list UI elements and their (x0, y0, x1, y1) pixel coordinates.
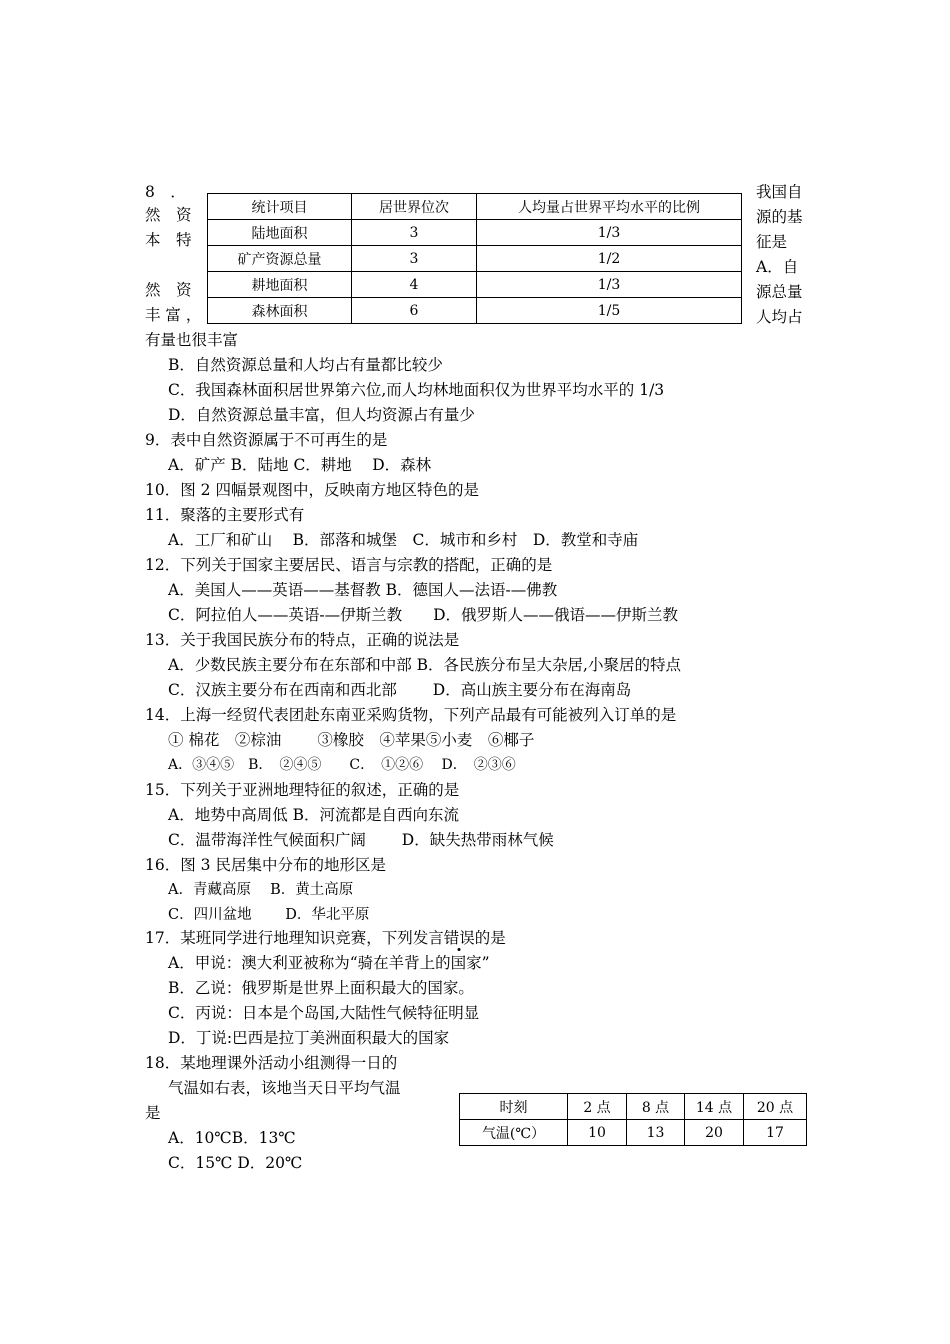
q18-options-cd: C．15℃ D．20℃ (168, 1154, 303, 1172)
table-cell: 17 (744, 1120, 807, 1146)
q13-options-cd: C．汉族主要分布在西南和西北部 D．高山族主要分布在海南岛 (168, 681, 632, 699)
q16-options-ab: A．青藏高原 B．黄土高原 (168, 882, 354, 898)
table-cell: 耕地面积 (208, 272, 352, 298)
table-cell: 10 (568, 1120, 627, 1146)
q8-left-line: 然 资 (145, 206, 192, 224)
table-row (208, 298, 742, 324)
q14-stem: 14．上海一经贸代表团赴东南亚采购货物，下列产品最有可能被列入订单的是 (145, 706, 677, 724)
table-cell: 6 (352, 298, 477, 324)
q8-right-text (756, 180, 816, 330)
q16-options-cd: C．四川盆地 D．华北平原 (168, 907, 370, 923)
table-header-row (208, 194, 742, 220)
q17-stem-prefix: 17．某班同学进行地理知识竞赛，下列发言 (145, 929, 444, 947)
q9-stem: 9．表中自然资源属于不可再生的是 (145, 431, 388, 449)
q17-option-d: D．丁说:巴西是拉丁美洲面积最大的国家 (168, 1029, 450, 1047)
table-cell: 矿产资源总量 (208, 246, 352, 272)
q8-option-d: D．自然资源总量丰富，但人均资源占有量少 (168, 406, 475, 424)
q8-option-c: C．我国森林面积居世界第六位,而人均林地面积仅为世界平均水平的 1/3 (168, 381, 665, 399)
table-cell: 1/5 (477, 298, 742, 324)
q17-option-c: C．丙说：日本是个岛国,大陆性气候特征明显 (168, 1004, 480, 1022)
q8-number: 8 ． (145, 183, 186, 201)
q17-stem-emphasis: 错误 (443, 929, 475, 947)
q18-stem-line3: 是 (145, 1104, 161, 1122)
q12-options-ab: A．美国人——英语——基督教 B．德国人—法语-—佛教 (168, 581, 558, 599)
q18-stem-line1: 18．某地理课外活动小组测得一日的 (145, 1054, 398, 1072)
q12-stem: 12．下列关于国家主要居民、语言与宗教的搭配，正确的是 (145, 556, 553, 574)
q15-options-cd: C．温带海洋性气候面积广阔 D．缺失热带雨林气候 (168, 831, 554, 849)
table-row (208, 220, 742, 246)
table-row (208, 272, 742, 298)
table-cell: 4 (352, 272, 477, 298)
q8-option-b: B．自然资源总量和人均占有量都比较少 (168, 356, 443, 374)
q17-stem (145, 928, 506, 948)
q10-stem: 10．图 2 四幅景观图中，反映南方地区特色的是 (145, 481, 479, 499)
table-cell: 1/3 (477, 220, 742, 246)
table-header-cell: 8 点 (627, 1094, 685, 1120)
table-header-cell: 时刻 (460, 1094, 568, 1120)
q11-stem: 11．聚落的主要形式有 (145, 506, 305, 524)
q14-items: ① 棉花 ②棕油 ③橡胶 ④苹果⑤小麦 ⑥椰子 (168, 731, 535, 749)
q12-options-cd: C．阿拉伯人——英语-—伊斯兰教 D．俄罗斯人——俄语——伊斯兰教 (168, 606, 679, 624)
q15-options-ab: A．地势中高周低 B．河流都是自西向东流 (168, 806, 460, 824)
q13-options-ab: A．少数民族主要分布在东部和中部 B．各民族分布呈大杂居,小聚居的特点 (168, 656, 681, 674)
table-cell: 1/3 (477, 272, 742, 298)
q8-left-line: 本 特 (145, 231, 192, 249)
q15-stem: 15．下列关于亚洲地理特征的叙述，正确的是 (145, 781, 460, 799)
q18-options-ab: A．10℃B．13℃ (168, 1129, 296, 1147)
q8-right-line: 源的基 (756, 208, 803, 226)
q18-stem-line2: 气温如右表，该地当天日平均气温 (168, 1079, 401, 1097)
q13-stem: 13．关于我国民族分布的特点，正确的说法是 (145, 631, 460, 649)
q8-left-line: 丰 富 ， (145, 306, 202, 324)
q8-left-text (145, 203, 202, 328)
resource-table (207, 193, 742, 324)
q8-right-line: 征是 (756, 233, 788, 251)
table-cell: 3 (352, 220, 477, 246)
table-cell: 1/2 (477, 246, 742, 272)
table-row (208, 246, 742, 272)
table-header-cell: 2 点 (568, 1094, 627, 1120)
table-cell: 20 (685, 1120, 744, 1146)
table-header-cell: 统计项目 (208, 194, 352, 220)
q8-right-line: 人均占 (756, 308, 803, 326)
q8-right-line: 我国自 (756, 183, 803, 201)
q17-option-a: A．甲说：澳大利亚被称为“骑在羊背上的国家” (168, 954, 490, 972)
table-header-cell: 14 点 (685, 1094, 744, 1120)
q17-stem-suffix: 的是 (474, 929, 506, 947)
q17-option-b: B．乙说：俄罗斯是世界上面积最大的国家。 (168, 979, 474, 997)
q11-options: A．工厂和矿山 B．部落和城堡 C．城市和乡村 D．教堂和寺庙 (168, 531, 639, 549)
q9-options: A．矿产 B．陆地 C．耕地 D．森林 (168, 456, 432, 474)
table-cell: 陆地面积 (208, 220, 352, 246)
table-cell: 13 (627, 1120, 685, 1146)
table-header-cell: 20 点 (744, 1094, 807, 1120)
table-header-cell: 人均量占世界平均水平的比例 (477, 194, 742, 220)
q8-right-line: A．自 (756, 258, 799, 276)
q8-left-gap (145, 253, 197, 278)
temperature-table (459, 1093, 807, 1146)
table-cell: 3 (352, 246, 477, 272)
table-header-row (460, 1094, 807, 1120)
q8-option-a-continuation: 有量也很丰富 (145, 331, 239, 349)
q16-stem: 16．图 3 民居集中分布的地形区是 (145, 856, 386, 874)
table-cell: 森林面积 (208, 298, 352, 324)
q8-right-line: 源总量 (756, 283, 803, 301)
q14-options: A．③④⑤ B． ②④⑤ C． ①②⑥ D． ②③⑥ (168, 757, 516, 773)
table-row (460, 1120, 807, 1146)
q8-left-line: 然 资 (145, 281, 192, 299)
table-header-cell: 居世界位次 (352, 194, 477, 220)
table-cell: 气温(℃） (460, 1120, 568, 1146)
